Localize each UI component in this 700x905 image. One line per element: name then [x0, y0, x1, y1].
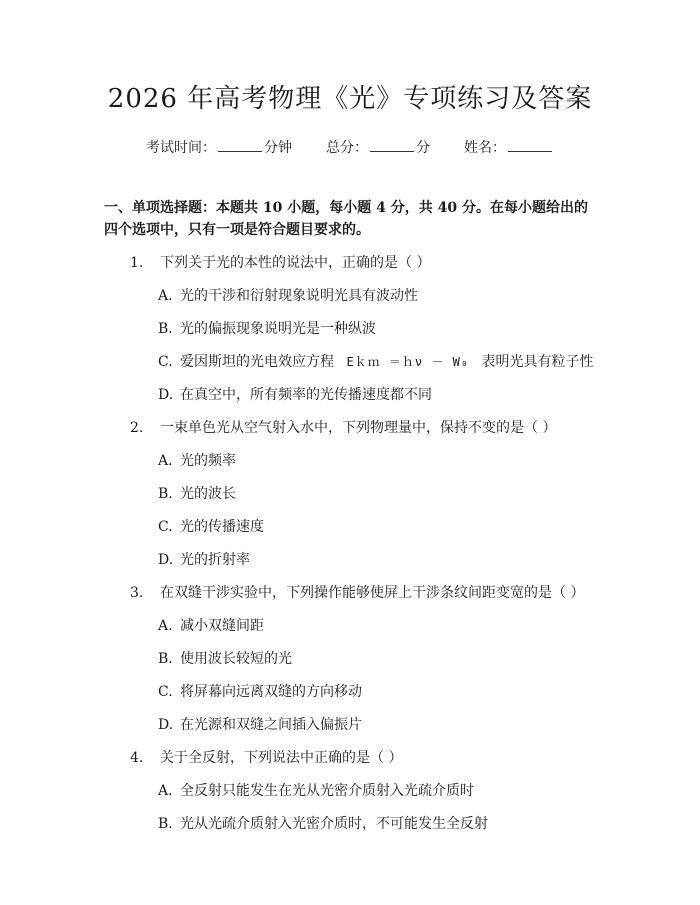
option-3b[interactable] — [158, 649, 596, 669]
option-label: C. — [158, 684, 173, 700]
question-text: 关于全反射，下列说法中正确的是（ ） — [160, 750, 403, 766]
question-number: 1. — [130, 255, 144, 271]
option-text: 光的干涉和衍射现象说明光具有波动性 — [180, 288, 418, 304]
option-label: B. — [158, 486, 173, 502]
option-label: A. — [158, 783, 173, 799]
option-text-before: 爱因斯坦的光电效应方程 — [180, 354, 334, 370]
option-text: 光的偏振现象说明光是一种纵波 — [180, 321, 376, 337]
exam-time-field — [146, 137, 292, 157]
option-4a[interactable] — [158, 781, 596, 801]
total-score-blank[interactable] — [370, 137, 414, 152]
option-3a[interactable] — [158, 616, 596, 636]
question-2 — [130, 418, 596, 438]
option-text: 将屏幕向远离双缝的方向移动 — [180, 684, 362, 700]
section-heading: 一、单项选择题：本题共 10 小题，每小题 4 分，共 40 分。在每小题给出的四个选项中，只有一项是符合题目要求的。 — [104, 200, 588, 238]
option-text — [180, 352, 593, 372]
option-text: 光的传播速度 — [180, 519, 264, 535]
name-blank[interactable] — [508, 137, 552, 152]
question-number: 2. — [130, 420, 144, 436]
exam-time-label: 考试时间： — [146, 140, 216, 156]
total-score-label: 总分： — [326, 140, 368, 156]
option-label: C. — [158, 519, 173, 535]
option-label: D. — [158, 552, 174, 568]
option-2c[interactable] — [158, 517, 596, 537]
option-label: A. — [158, 288, 173, 304]
option-text: 在光源和双缝之间插入偏振片 — [180, 717, 362, 733]
question-text: 下列关于光的本性的说法中，正确的是（ ） — [160, 255, 431, 271]
option-2d[interactable] — [158, 550, 596, 570]
question-number: 4. — [130, 750, 144, 766]
option-text: 在真空中，所有频率的光传播速度都不同 — [180, 387, 432, 403]
option-1a[interactable] — [158, 286, 596, 306]
option-text: 光的频率 — [180, 453, 236, 469]
option-text: 光的波长 — [180, 486, 236, 502]
exam-info-row — [104, 137, 596, 157]
question-number: 3. — [130, 585, 144, 601]
option-1c[interactable] — [158, 352, 596, 372]
page-title: 2026 年高考物理《光》专项练习及答案 — [107, 84, 593, 114]
question-4 — [130, 748, 596, 768]
total-score-field — [326, 137, 430, 157]
option-3c[interactable] — [158, 682, 596, 702]
option-text-after: 表明光具有粒子性 — [481, 354, 594, 370]
option-label: C. — [158, 354, 173, 370]
option-label: A. — [158, 618, 173, 634]
option-text: 光的折射率 — [180, 552, 250, 568]
option-label: D. — [158, 387, 174, 403]
option-label: A. — [158, 453, 173, 469]
option-1b[interactable] — [158, 319, 596, 339]
question-text: 一束单色光从空气射入水中，下列物理量中，保持不变的是（ ） — [160, 420, 557, 436]
option-1d[interactable] — [158, 385, 596, 405]
option-label: D. — [158, 717, 174, 733]
option-text: 光从光疏介质射入光密介质时，不可能发生全反射 — [180, 816, 488, 832]
name-field — [464, 137, 554, 157]
question-3 — [130, 583, 596, 603]
name-label: 姓名： — [464, 140, 506, 156]
option-text: 全反射只能发生在光从光密介质射入光疏介质时 — [180, 783, 474, 799]
option-label: B. — [158, 816, 173, 832]
exam-time-blank[interactable] — [218, 137, 262, 152]
option-label: B. — [158, 651, 173, 667]
question-1 — [130, 253, 596, 273]
option-label: B. — [158, 321, 173, 337]
option-text: 使用波长较短的光 — [180, 651, 292, 667]
option-3d[interactable] — [158, 715, 596, 735]
question-text: 在双缝干涉实验中，下列操作能够使屏上干涉条纹间距变宽的是（ ） — [160, 585, 585, 601]
option-2a[interactable] — [158, 451, 596, 471]
exam-time-unit: 分钟 — [264, 140, 292, 156]
option-4b[interactable] — [158, 814, 596, 834]
option-2b[interactable] — [158, 484, 596, 504]
option-text: 减小双缝间距 — [180, 618, 264, 634]
total-score-unit: 分 — [416, 140, 430, 156]
photoelectric-formula: Eｋｍ ＝ｈν － W₀ — [346, 355, 470, 369]
